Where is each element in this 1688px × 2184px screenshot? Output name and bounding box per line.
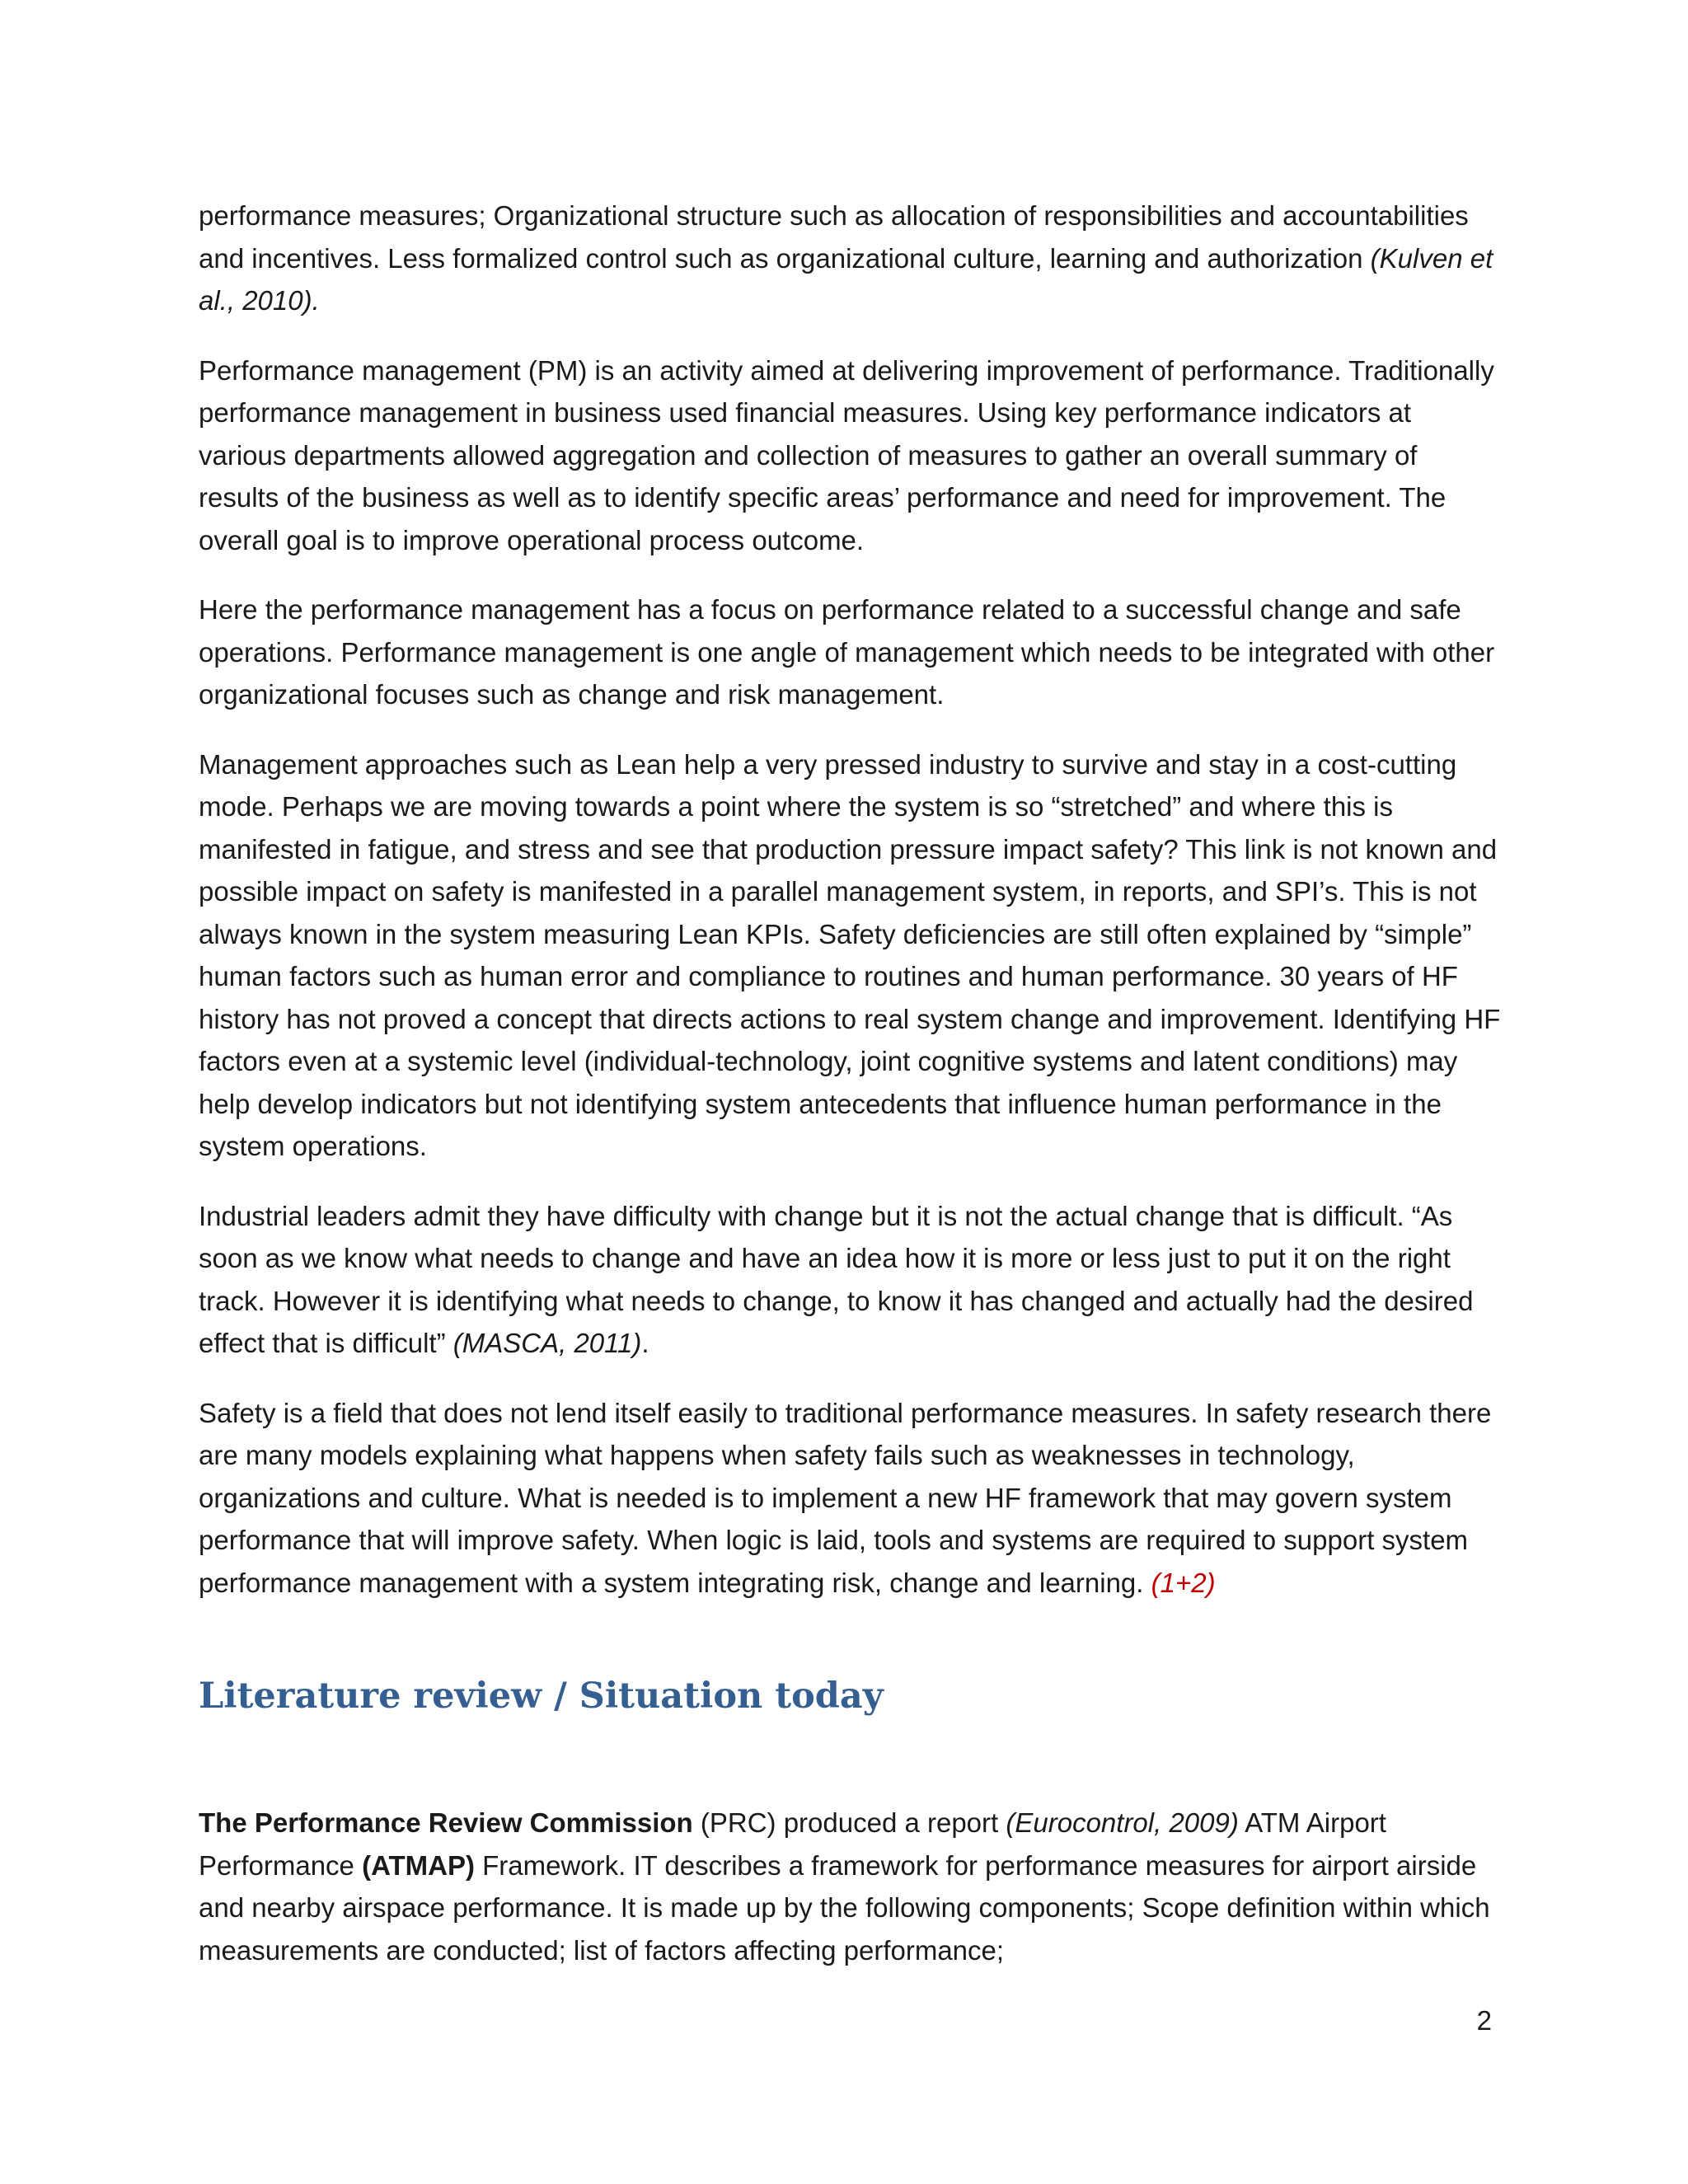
- paragraph-text: Performance management (PM) is an activity aimed at delivering improvement of performance. Traditionally performance management in business used financial measures. Using key performance indicators at various departments allowed aggregation and collection of measures to gather an overall summary of results of the business as well as to identify specific areas’ performance and need for improvement. The overall goal is to improve operational process outcome.: [199, 354, 1494, 555]
- note-reference: (1+2): [1151, 1567, 1216, 1598]
- citation-masca: (MASCA, 2011): [452, 1328, 642, 1358]
- citation-kulven: (Kulven et al., 2010).: [199, 242, 1493, 316]
- paragraph-text: Industrial leaders admit they have difficulty with change but it is not the actual change that is difficult. “As soon as we know what needs to change and have an idea how it is more or less just to put it on the right track. However it is identifying what needs to change, to know it has changed and actually had the desired effect that is difficult”: [199, 1200, 1474, 1358]
- paragraph-lean: [199, 743, 1501, 1168]
- paragraph-prc: [199, 1802, 1501, 1971]
- paragraph-text: Here the performance management has a focus on performance related to a successful change and safe operations. Performance management is one angle of management which needs to be integrated with other organizational focuses such as change and risk management.: [199, 594, 1495, 710]
- citation-eurocontrol: (Eurocontrol, 2009): [1006, 1807, 1239, 1838]
- paragraph-text: ATM Airport Performance: [199, 1807, 1386, 1881]
- paragraph-text: Safety is a field that does not lend itself easily to traditional performance measures. In safety research there are many models explaining what happens when safety fails such as weaknesses in technology, organizations and culture. What is needed is to implement a new HF framework that may govern system performance that will improve safety. When logic is laid, tools and systems are required to support system performance management with a system integrating risk, change and learning.: [199, 1397, 1492, 1598]
- paragraph-text: Framework. IT describes a framework for performance measures for airport airside and nearby airspace performance. It is made up by the following components; Scope definition within which measurements are conducted; list of factors affecting performance;: [199, 1849, 1490, 1966]
- paragraph-text: performance measures; Organizational structure such as allocation of responsibilities and accountabilities and incentives. Less formalized control such as organizational culture, learning and authorization: [199, 200, 1469, 274]
- paragraph-text: (PRC) produced a report: [692, 1807, 1006, 1838]
- page-body: [199, 194, 1501, 1999]
- paragraph-organizational-structure: [199, 194, 1501, 322]
- page-number: 2: [1476, 2005, 1492, 2036]
- bold-atmap: (ATMAP): [362, 1849, 475, 1881]
- paragraph-industrial-leaders: [199, 1195, 1501, 1365]
- paragraph-safety-field: [199, 1392, 1501, 1605]
- section-heading: Literature review / Situation today: [199, 1675, 884, 1717]
- paragraph-text: Management approaches such as Lean help a very pressed industry to survive and stay in a cost-cutting mode. Perhaps we are moving towards a point where the system is so “stretched” and where this is manifested in fatigue, and stress and see that production pressure impact safety? This link is not known and possible impact on safety is manifested in a parallel management system, in reports, and SPI’s. This is not always known in the system measuring Lean KPIs. Safety deficiencies are still often explained by “simple” human factors such as human error and compliance to routines and human performance. 30 years of HF history has not proved a concept that directs actions to real system change and improvement. Identifying HF factors even at a systemic level (individual-technology, joint cognitive systems and latent conditions) may help develop indicators but not identifying system antecedents that influence human performance in the system operations.: [199, 748, 1501, 1161]
- bold-prc: The Performance Review Commission: [199, 1807, 693, 1838]
- paragraph-end: .: [641, 1328, 649, 1358]
- paragraph-focus: [199, 588, 1501, 716]
- paragraph-performance-management: [199, 349, 1501, 562]
